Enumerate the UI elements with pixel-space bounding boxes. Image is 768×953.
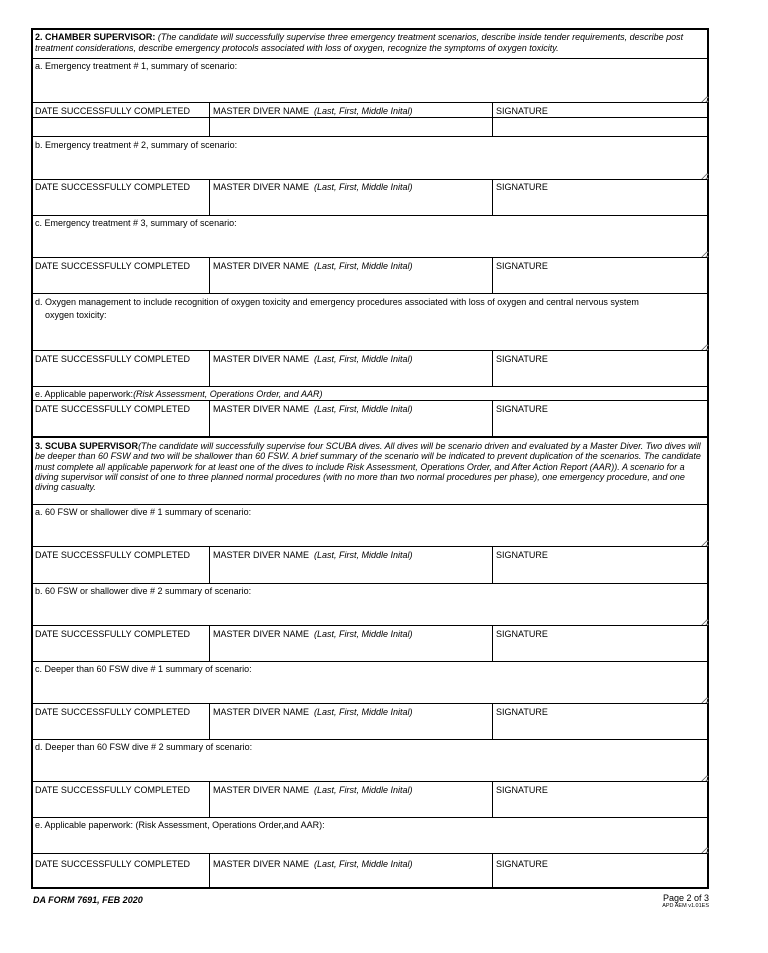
item-2e-master-diver-field[interactable] <box>213 416 495 436</box>
signature-label: SIGNATURE <box>496 261 548 271</box>
signature-label: SIGNATURE <box>496 354 548 364</box>
item-2d-label-line1: d. Oxygen management to include recognition of oxygen toxicity and emergency procedures associated with loss of oxygen and central nervous system <box>35 297 639 307</box>
item-2c-master-diver-field[interactable] <box>213 273 495 293</box>
divider <box>33 703 707 704</box>
item-3c-signature-field[interactable] <box>496 719 710 739</box>
col-divider <box>492 400 493 436</box>
item-2c-date-field[interactable] <box>35 273 211 293</box>
col-divider <box>209 546 210 583</box>
item-3c-date-field[interactable] <box>35 719 211 739</box>
item-3a-signature-field[interactable] <box>496 562 710 582</box>
section-3-header <box>35 441 707 492</box>
divider <box>33 257 707 258</box>
divider <box>33 102 707 103</box>
item-3a-date-field[interactable] <box>35 562 211 582</box>
item-3b-signature-field[interactable] <box>496 641 710 661</box>
section-3-title: SCUBA SUPERVISOR <box>45 441 139 451</box>
section-divider <box>33 436 707 438</box>
item-3c-scenario-field[interactable] <box>35 675 709 705</box>
date-label: DATE SUCCESSFULLY COMPLETED <box>35 550 191 560</box>
divider <box>33 58 707 59</box>
item-2c-signature-field[interactable] <box>496 273 710 293</box>
divider <box>33 350 707 351</box>
signature-label: SIGNATURE <box>496 550 548 560</box>
master-diver-text: MASTER DIVER NAME <box>213 261 310 271</box>
col-divider <box>209 179 210 215</box>
divider <box>33 136 707 137</box>
master-diver-label <box>213 354 413 365</box>
master-diver-label <box>213 550 413 561</box>
master-diver-hint: (Last, First, Middle Inital) <box>314 404 413 414</box>
item-3b-date-field[interactable] <box>35 641 211 661</box>
item-2c-label: c. Emergency treatment # 3, summary of scenario: <box>35 218 237 228</box>
divider <box>33 739 707 740</box>
section-2-number: 2. <box>35 32 43 42</box>
item-3d-master-diver-field[interactable] <box>213 797 495 817</box>
master-diver-label <box>213 404 413 415</box>
divider <box>33 179 707 180</box>
col-divider <box>209 703 210 739</box>
master-diver-text: MASTER DIVER NAME <box>213 707 310 717</box>
item-2e-prefix: e. Applicable paperwork: <box>35 389 134 399</box>
col-divider <box>492 546 493 583</box>
item-2b-date-field[interactable] <box>35 194 211 214</box>
divider <box>33 546 707 547</box>
page-footer <box>662 893 709 910</box>
item-2b-scenario-field[interactable] <box>35 151 709 181</box>
section-2-title: CHAMBER SUPERVISOR: <box>45 32 156 42</box>
divider <box>33 817 707 818</box>
item-2d-signature-field[interactable] <box>496 366 710 386</box>
col-divider <box>492 781 493 817</box>
item-2a-master-diver-field[interactable] <box>213 119 495 135</box>
section-2-description: (The candidate will successfully supervise three emergency treatment scenarios, describe inside tender requirements, describe post treatment considerations, describe emergency protocols associated with loss of oxygen, recognize the symptoms of oxygen toxicity. <box>35 32 684 53</box>
item-2a-scenario-field[interactable] <box>35 72 709 104</box>
master-diver-text: MASTER DIVER NAME <box>213 550 310 560</box>
master-diver-text: MASTER DIVER NAME <box>213 404 310 414</box>
master-diver-hint: (Last, First, Middle Inital) <box>314 629 413 639</box>
col-divider <box>209 257 210 293</box>
divider <box>33 117 707 118</box>
item-3d-date-field[interactable] <box>35 797 211 817</box>
divider <box>33 215 707 216</box>
master-diver-text: MASTER DIVER NAME <box>213 859 310 869</box>
section-3-description: (The candidate will successfully supervise four SCUBA dives. All dives will be scenario driven and evaluated by a Master Diver. Two dives will be deeper than 60 FSW and two will be shallower than 60 FSW. A brief summary of the scenario will be indicated to prevent duplication of the scenarios. The candidate must complete all applicable paperwork for at least one of the dives to include Risk Assessment, Operations Order, and After Action Report (AAR)). A scenario for a diving supervisor will consist of one to three planned normal procedures (with no more than two normal procedures per phase), one emergency procedure, and one diving casualty. <box>35 441 701 493</box>
section-3-number: 3. <box>35 441 43 451</box>
col-divider <box>209 350 210 386</box>
date-label: DATE SUCCESSFULLY COMPLETED <box>35 404 191 414</box>
master-diver-hint: (Last, First, Middle Inital) <box>314 261 413 271</box>
date-label: DATE SUCCESSFULLY COMPLETED <box>35 707 191 717</box>
item-3e-date-field[interactable] <box>35 871 211 887</box>
item-3e-label: e. Applicable paperwork: (Risk Assessment, Operations Order,and AAR): <box>35 820 325 830</box>
divider <box>33 625 707 626</box>
item-2a-label: a. Emergency treatment # 1, summary of scenario: <box>35 61 238 71</box>
master-diver-label <box>213 182 413 193</box>
master-diver-label <box>213 707 413 718</box>
master-diver-label <box>213 629 413 640</box>
date-label: DATE SUCCESSFULLY COMPLETED <box>35 182 191 192</box>
master-diver-label <box>213 261 413 272</box>
item-3a-master-diver-field[interactable] <box>213 562 495 582</box>
divider <box>33 781 707 782</box>
date-label: DATE SUCCESSFULLY COMPLETED <box>35 106 191 116</box>
master-diver-hint: (Last, First, Middle Inital) <box>314 859 413 869</box>
item-3a-scenario-field[interactable] <box>35 518 709 548</box>
divider <box>33 853 707 854</box>
signature-label: SIGNATURE <box>496 182 548 192</box>
item-2a-signature-field[interactable] <box>496 119 710 135</box>
col-divider <box>492 853 493 889</box>
section-2-header <box>35 32 707 53</box>
item-2d-date-field[interactable] <box>35 366 211 386</box>
master-diver-label <box>213 106 413 117</box>
item-3c-master-diver-field[interactable] <box>213 719 495 739</box>
item-3b-scenario-field[interactable] <box>35 597 709 627</box>
col-divider <box>492 257 493 293</box>
signature-label: SIGNATURE <box>496 629 548 639</box>
item-2b-label: b. Emergency treatment # 2, summary of scenario: <box>35 140 238 150</box>
form-identifier: DA FORM 7691, FEB 2020 <box>33 895 143 905</box>
item-3b-label: b. 60 FSW or shallower dive # 2 summary of scenario: <box>35 586 252 596</box>
divider <box>33 661 707 662</box>
master-diver-text: MASTER DIVER NAME <box>213 106 310 116</box>
divider <box>33 400 707 401</box>
col-divider <box>492 350 493 386</box>
signature-label: SIGNATURE <box>496 106 548 116</box>
item-2d-master-diver-field[interactable] <box>213 366 495 386</box>
signature-label: SIGNATURE <box>496 859 548 869</box>
col-divider <box>492 179 493 215</box>
version-code: APD AEM v1.01ES <box>662 903 709 909</box>
master-diver-text: MASTER DIVER NAME <box>213 785 310 795</box>
item-2e-italic: (Risk Assessment, Operations Order, and AAR) <box>133 389 323 399</box>
master-diver-text: MASTER DIVER NAME <box>213 182 310 192</box>
item-3a-label: a. 60 FSW or shallower dive # 1 summary of scenario: <box>35 507 252 517</box>
item-3d-label: d. Deeper than 60 FSW dive # 2 summary of scenario: <box>35 742 253 752</box>
item-3d-scenario-field[interactable] <box>35 753 709 783</box>
col-divider <box>492 625 493 661</box>
master-diver-label <box>213 859 413 870</box>
col-divider <box>209 625 210 661</box>
item-3e-signature-field[interactable] <box>496 871 710 887</box>
item-2a-date-field[interactable] <box>35 119 211 135</box>
signature-label: SIGNATURE <box>496 404 548 414</box>
col-divider <box>209 102 210 136</box>
col-divider <box>209 781 210 817</box>
divider <box>33 583 707 584</box>
master-diver-hint: (Last, First, Middle Inital) <box>314 785 413 795</box>
col-divider <box>209 400 210 436</box>
col-divider <box>492 703 493 739</box>
date-label: DATE SUCCESSFULLY COMPLETED <box>35 859 191 869</box>
master-diver-text: MASTER DIVER NAME <box>213 629 310 639</box>
signature-label: SIGNATURE <box>496 707 548 717</box>
item-2b-master-diver-field[interactable] <box>213 194 495 214</box>
divider <box>33 293 707 294</box>
date-label: DATE SUCCESSFULLY COMPLETED <box>35 261 191 271</box>
item-2e-date-field[interactable] <box>35 416 211 436</box>
master-diver-hint: (Last, First, Middle Inital) <box>314 354 413 364</box>
master-diver-text: MASTER DIVER NAME <box>213 354 310 364</box>
master-diver-hint: (Last, First, Middle Inital) <box>314 707 413 717</box>
item-3b-master-diver-field[interactable] <box>213 641 495 661</box>
master-diver-hint: (Last, First, Middle Inital) <box>314 182 413 192</box>
date-label: DATE SUCCESSFULLY COMPLETED <box>35 354 191 364</box>
col-divider <box>209 853 210 889</box>
item-3d-signature-field[interactable] <box>496 797 710 817</box>
date-label: DATE SUCCESSFULLY COMPLETED <box>35 629 191 639</box>
date-label: DATE SUCCESSFULLY COMPLETED <box>35 785 191 795</box>
item-3e-master-diver-field[interactable] <box>213 871 495 887</box>
divider <box>33 386 707 387</box>
form-page-2 <box>31 28 709 889</box>
item-2b-signature-field[interactable] <box>496 194 710 214</box>
item-2d-scenario-field[interactable] <box>35 322 709 352</box>
master-diver-label <box>213 785 413 796</box>
item-2d-label-line2: oxygen toxicity: <box>45 310 107 320</box>
signature-label: SIGNATURE <box>496 785 548 795</box>
divider <box>33 504 707 505</box>
item-2c-scenario-field[interactable] <box>35 229 709 259</box>
item-3c-label: c. Deeper than 60 FSW dive # 1 summary of scenario: <box>35 664 252 674</box>
item-2e-signature-field[interactable] <box>496 416 710 436</box>
master-diver-hint: (Last, First, Middle Inital) <box>314 550 413 560</box>
item-3e-scenario-field[interactable] <box>35 831 709 855</box>
page-number: Page 2 of 3 <box>662 893 709 903</box>
item-2e-label <box>35 389 322 400</box>
col-divider <box>492 102 493 136</box>
master-diver-hint: (Last, First, Middle Inital) <box>314 106 413 116</box>
